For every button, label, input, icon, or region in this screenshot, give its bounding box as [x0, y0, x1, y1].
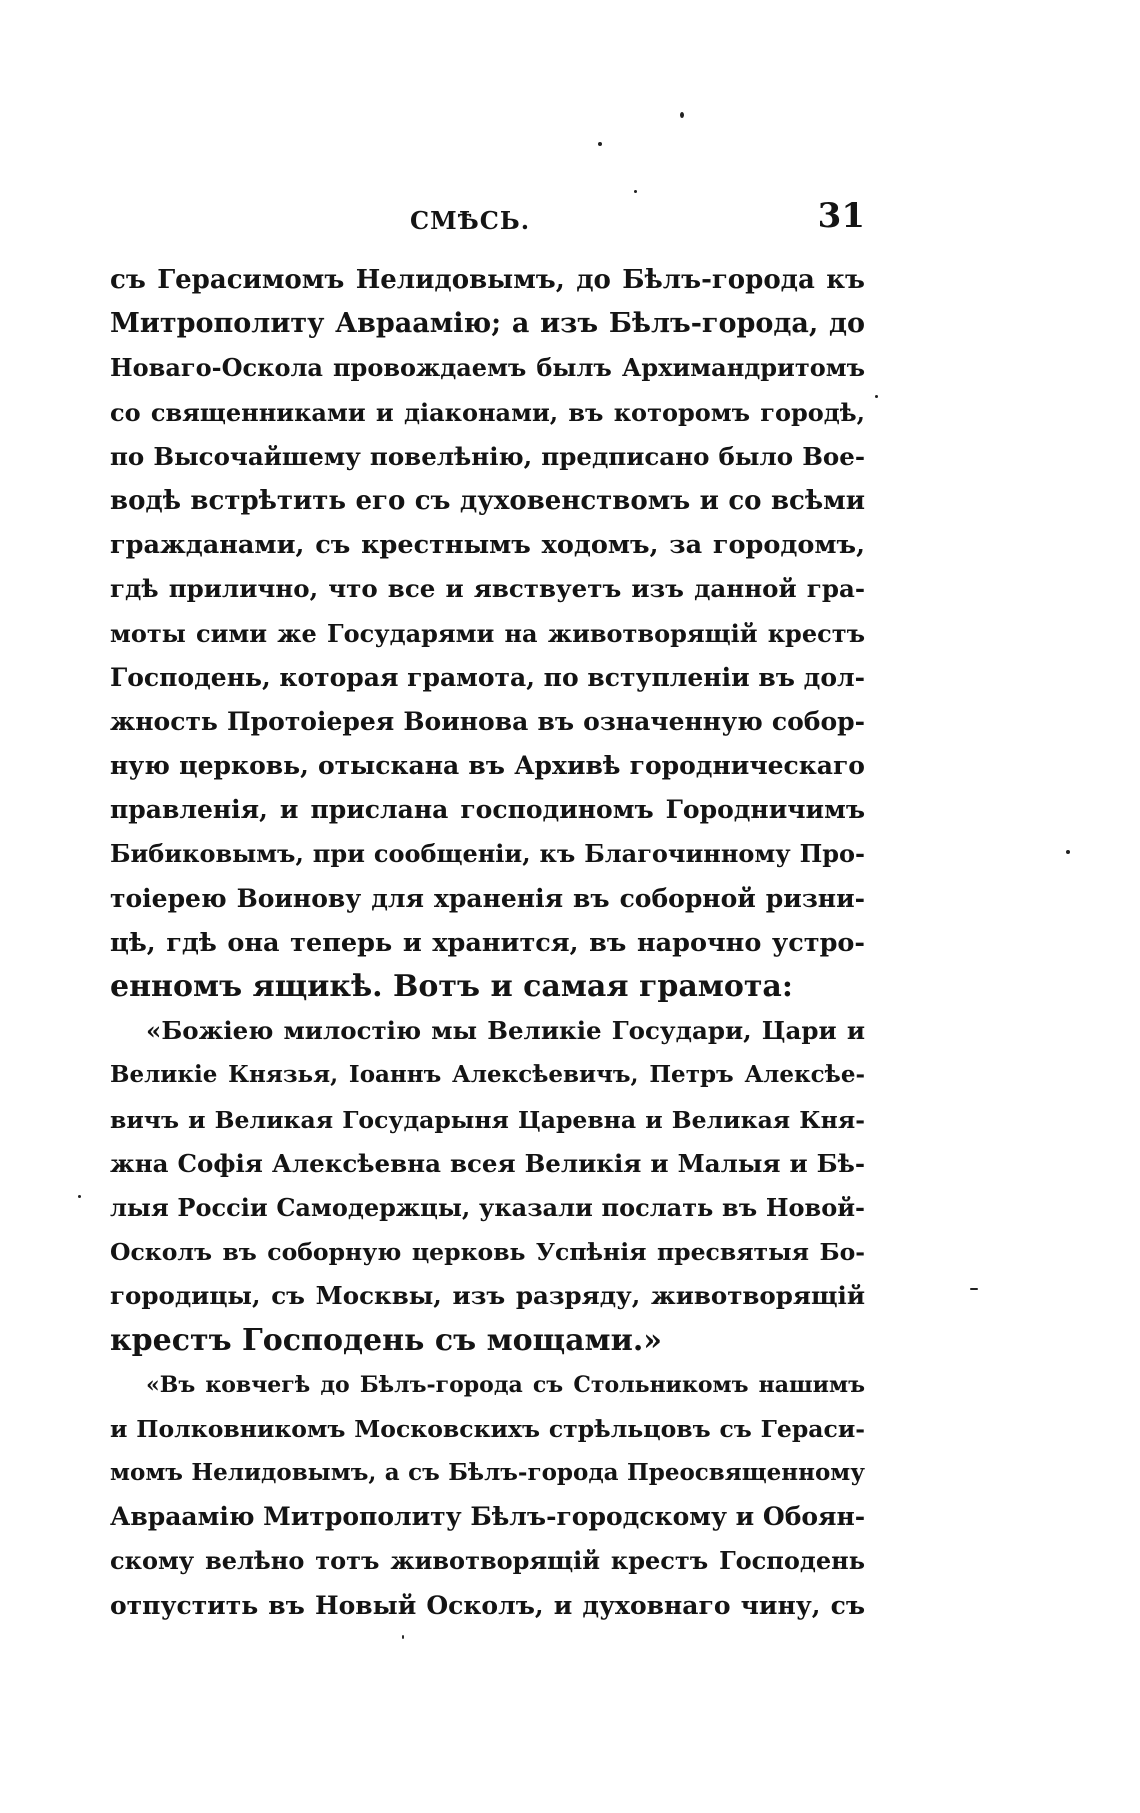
text-line: жность Протоіерея Воинова въ означенную собор-: [110, 706, 865, 736]
text-line: городицы, съ Москвы, изъ разряду, животворящій: [110, 1281, 865, 1311]
text-line: водѣ встрѣтить его съ духовенствомъ и со всѣми: [110, 485, 865, 516]
text-line: Новаго-Оскола провождаемъ былъ Архимандритомъ: [110, 353, 865, 383]
text-line: жна Софія Алексѣевна всея Великія и Малыя и Бѣ-: [110, 1148, 865, 1178]
text-line: Господень, которая грамота, по вступленіи въ дол-: [110, 662, 865, 692]
scan-speck: [875, 395, 878, 398]
text-line: ную церковь, отыскана въ Архивѣ городническаго: [110, 751, 865, 781]
text-line: Осколъ въ соборную церковь Успѣнія пресвятыя Бо-: [110, 1238, 865, 1267]
page-header: [110, 196, 865, 250]
text-line: отпустить въ Новый Осколъ, и духовнаго чину, съ: [110, 1590, 865, 1620]
text-line: Бибиковымъ, при сообщеніи, къ Благочинному Про-: [110, 839, 865, 869]
text-line: Митрополиту Авраамію; а изъ Бѣлъ-города, до: [110, 308, 865, 340]
text-line: лыя Россіи Самодержцы, указали послать въ Новой-: [110, 1192, 865, 1222]
text-line: моты сими же Государями на животворящій крестъ: [110, 618, 865, 648]
text-line: енномъ ящикѣ. Вотъ и самая грамота:: [110, 969, 793, 1004]
text-line: со священниками и діаконами, въ которомъ городѣ,: [110, 397, 865, 427]
scan-speck: [402, 1635, 404, 1639]
text-line: правленія, и прислана господиномъ Городничимъ: [110, 795, 865, 825]
text-line: скому велѣно тотъ животворящій крестъ Господень: [110, 1546, 865, 1576]
text-line: вичъ и Великая Государыня Царевна и Великая Кня-: [110, 1105, 865, 1134]
scan-speck: [634, 190, 637, 193]
text-line: Авраамію Митрополиту Бѣлъ-городскому и Обоян-: [110, 1502, 865, 1532]
text-line: и Полковникомъ Московскихъ стрѣльцовъ съ Гераси-: [110, 1414, 865, 1443]
scan-speck: [970, 1288, 978, 1290]
scan-speck: [680, 112, 684, 118]
running-head: СМѢСЬ.: [410, 206, 531, 235]
page-number: 31: [817, 196, 865, 236]
text-line: по Высочайшему повелѣнію, предписано было Вое-: [110, 441, 865, 471]
text-line: крестъ Господень съ мощами.»: [110, 1322, 663, 1358]
text-line: гдѣ прилично, что все и явствуетъ изъ данной гра-: [110, 574, 865, 604]
text-line: гражданами, съ крестнымъ ходомъ, за городомъ,: [110, 530, 865, 561]
text-line: тоіерею Воинову для храненія въ соборной ризни-: [110, 883, 865, 913]
text-line: момъ Нелидовымъ, а съ Бѣлъ-города Преосвященному: [110, 1459, 865, 1487]
text-line: «Божіею милостію мы Великіе Государи, Цари и: [146, 1016, 865, 1046]
body-text: [110, 258, 865, 1628]
text-line: Великіе Князья, Іоаннъ Алексѣевичъ, Петръ Алексѣе-: [110, 1061, 865, 1089]
text-line: съ Герасимомъ Нелидовымъ, до Бѣлъ-города къ: [110, 265, 865, 295]
text-line: цѣ, гдѣ она теперь и хранится, въ нарочно устро-: [110, 927, 865, 958]
scan-speck: [598, 142, 602, 146]
scan-speck: [78, 1195, 81, 1198]
scan-speck: [1066, 850, 1070, 854]
text-line: «Въ ковчегѣ до Бѣлъ-города съ Стольникомъ нашимъ: [146, 1371, 865, 1398]
